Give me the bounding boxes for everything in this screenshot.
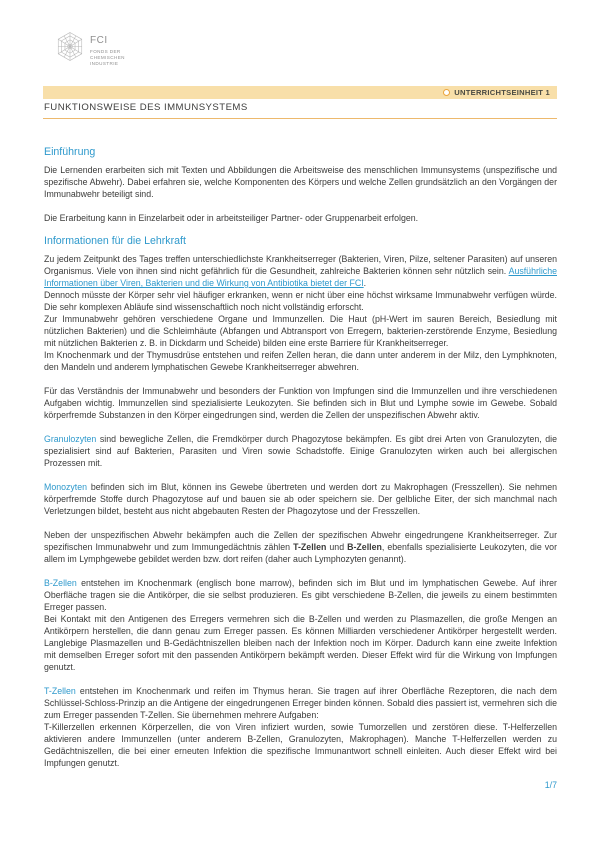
page-title: FUNKTIONSWEISE DES IMMUNSYSTEMS — [44, 102, 248, 113]
text-run: Die Lernenden erarbeiten sich mit Texten und Abbildungen die Arbeitsweise des menschlichen Immunsystems (unspezifische und spezifische Abwehr). Dabei erfahren sie, welche Komponenten des Körpers und welche Zellen grundsätzlich an den Vorgängen der Immunabwehr beteiligt sind. — [44, 165, 557, 199]
text-run: entstehen im Knochenmark (englisch bone marrow), befinden sich im Blut und im lymphatischen Gewebe. Auf ihrer Oberfläche tragen sie die Antikörper, die sie selbst produzieren. Es gibt verschiedene B-Zellen, die jeweils zu einem bestimmten Erreger passen. — [44, 578, 557, 612]
text-run: Bei Kontakt mit den Antigenen des Erregers vermehren sich die B-Zellen und werden zu Plasmazellen, die große Mengen an Antikörpern herstellen, die dann genau zum Erreger passen. Es können Milliarden verschiedener Antikörper hergestellt werden. Langlebige Plasmazellen und B-Gedächtniszellen bleiben nach der Infektion noch im Körper. Dadurch kann eine zweite Infektion mit demselben Erreger sofort mit den passenden Antikörpern bekämpft werden. Dieser Effekt wird für die Wirkung von Impfungen genutzt. — [44, 614, 557, 672]
text-run: Zu jedem Zeitpunkt des Tages treffen unterschiedlichste Krankheitserreger (Bakterien, Viren, Pilze, seltener Parasiten) auf unseren Organismus. Viele von ihnen sind nicht gefährlich für die Gesundheit, zahlreiche Bakterien können sehr nützlich sein. — [44, 254, 557, 276]
logo-sub-line1: FONDS DER — [90, 49, 121, 54]
title-divider — [43, 118, 557, 119]
paragraph — [44, 433, 557, 469]
keyword-highlight: Granulozyten — [44, 434, 97, 444]
fci-info-link[interactable]: Ausführliche Informationen über Viren, Bakterien und die Wirkung von Antibiotika bietet der FCI — [44, 266, 557, 288]
fci-emblem-icon — [56, 30, 84, 63]
content-blocks — [44, 146, 557, 769]
section-heading: Einführung — [44, 146, 96, 158]
logo-wordmark — [90, 30, 125, 67]
section-heading: Informationen für die Lehrkraft — [44, 235, 186, 247]
logo-abbr: FCI — [90, 35, 108, 46]
text-run: T-Zellen — [293, 542, 327, 552]
paragraph — [44, 385, 557, 421]
keyword-highlight: T-Zellen — [44, 686, 76, 696]
paragraph — [44, 349, 557, 373]
unit-badge-label: UNTERRICHTSEINHEIT 1 — [454, 88, 550, 97]
logo-sub-line3: INDUSTRIE — [90, 61, 119, 66]
unit-ring-icon — [443, 89, 450, 96]
text-run: Zur Immunabwehr gehören verschiedene Organe und Immunzellen. Die Haut (pH-Wert im sauren Bereich, Besiedlung mit nützlichen Bakterien) und die Schleimhäute (Abfangen und Abtransport von Erregern, bakterien-zerstörende Enzyme, Besiedlung mit nützlichen Bakterien z. B. in Dickdarm und Scheide) bilden eine erste Barriere für Krankheitserreger. — [44, 314, 557, 348]
paragraph — [44, 721, 557, 769]
logo-sub-line2: CHEMISCHEN — [90, 55, 125, 60]
text-run: B-Zellen — [347, 542, 382, 552]
text-run: Neben der unspezifischen Abwehr bekämpfen auch die Zellen der spezifischen Abwehr eingedrungene Krankheitserreger. Zur spezifischen Immunabwehr und zum Immungedächtnis zählen — [44, 530, 557, 552]
page-number: 1/7 — [544, 780, 557, 790]
paragraph — [44, 212, 557, 224]
text-run: T-Killerzellen erkennen Körperzellen, die von Viren infiziert wurden, sowie Tumorzellen und zerstören diese. T-Helferzellen aktivieren andere Immunzellen (unter anderem B-Zellen, Granulozyten, Makrophagen). Manche T-Helferzellen werden zu Gedächtniszellen, die bei einer erneuten Infektion die spezifische Immunantwort schnell einleiten. Auch dieser Effekt wird bei Impfungen genutzt. — [44, 722, 557, 768]
text-run: Für das Verständnis der Immunabwehr und besonders der Funktion von Impfungen sind die Immunzellen und ihre verschiedenen Aufgaben wichtig. Immunzellen sind spezialisierte Leukozyten. Sie befinden sich in Blut und Lymphe sowie im Gewebe. Sobald körperfremde Substanzen in den Körper eingedrungen sind, werden die Zellen der unspezifischen Abwehr aktiv. — [44, 386, 557, 420]
text-run: sind bewegliche Zellen, die Fremdkörper durch Phagozytose bekämpfen. Es gibt drei Arten von Granulozyten, die spezialisiert sind auf Bakterien, Parasiten und Viren sowie Schadstoffe. Einige Granulozyten wirken auch bei allergischen Prozessen mit. — [44, 434, 557, 468]
paragraph — [44, 253, 557, 289]
paragraph — [44, 577, 557, 613]
text-run: und — [326, 542, 348, 552]
keyword-highlight: B-Zellen — [44, 578, 77, 588]
paragraph — [44, 289, 557, 313]
paragraph — [44, 164, 557, 200]
text-run: . — [363, 278, 367, 288]
text-run: befinden sich im Blut, können ins Gewebe übertreten und werden dort zu Makrophagen (Fresszellen). Sie nehmen körperfremde Stoffe durch Phagozytose auf und bauen sie ab oder speichern sie. Der gelbliche Eiter, der sich manchmal nach Verletzungen bildet, besteht aus nicht abgebauten Resten der Phagozytose und der Fresszellen. — [44, 482, 557, 516]
text-run: Die Erarbeitung kann in Einzelarbeit oder in arbeitsteiliger Partner- oder Gruppenarbeit erfolgen. — [44, 213, 419, 223]
fci-logo — [56, 30, 125, 67]
paragraph — [44, 313, 557, 349]
paragraph — [44, 481, 557, 517]
paragraph — [44, 529, 557, 565]
unit-header-bar — [43, 86, 557, 99]
text-run: entstehen im Knochenmark und reifen im Thymus heran. Sie tragen auf ihrer Oberfläche Rezeptoren, die nach dem Schlüssel-Schloss-Prinzip an die Antigene der eingedrungenen Erreger binden können. Sobald dies passiert ist, vermehren sich die zum Erreger passenden T-Zellen. Sie übernehmen mehrere Aufgaben: — [44, 686, 557, 720]
text-run: Im Knochenmark und der Thymusdrüse entstehen und reifen Zellen heran, die dann unter anderem in der Milz, den Lymphknoten, den Mandeln und anderem lymphatischen Gewebe Krankheitserreger abwehren. — [44, 350, 557, 372]
paragraph — [44, 613, 557, 673]
text-run: , ebenfalls spezialisierte Leukozyten, die vor allem im Lymphgewebe gebildet werden bzw. dort reifen (daher auch Lymphozyten genannt). — [44, 542, 557, 564]
text-run: Dennoch müsste der Körper sehr viel häufiger erkranken, wenn er nicht über eine höchst wirksame Immunabwehr verfügen würde. Die sehr komplexen Abläufe sind wissenschaftlich noch nicht vollständig erforscht. — [44, 290, 557, 312]
paragraph — [44, 685, 557, 721]
keyword-highlight: Monozyten — [44, 482, 88, 492]
